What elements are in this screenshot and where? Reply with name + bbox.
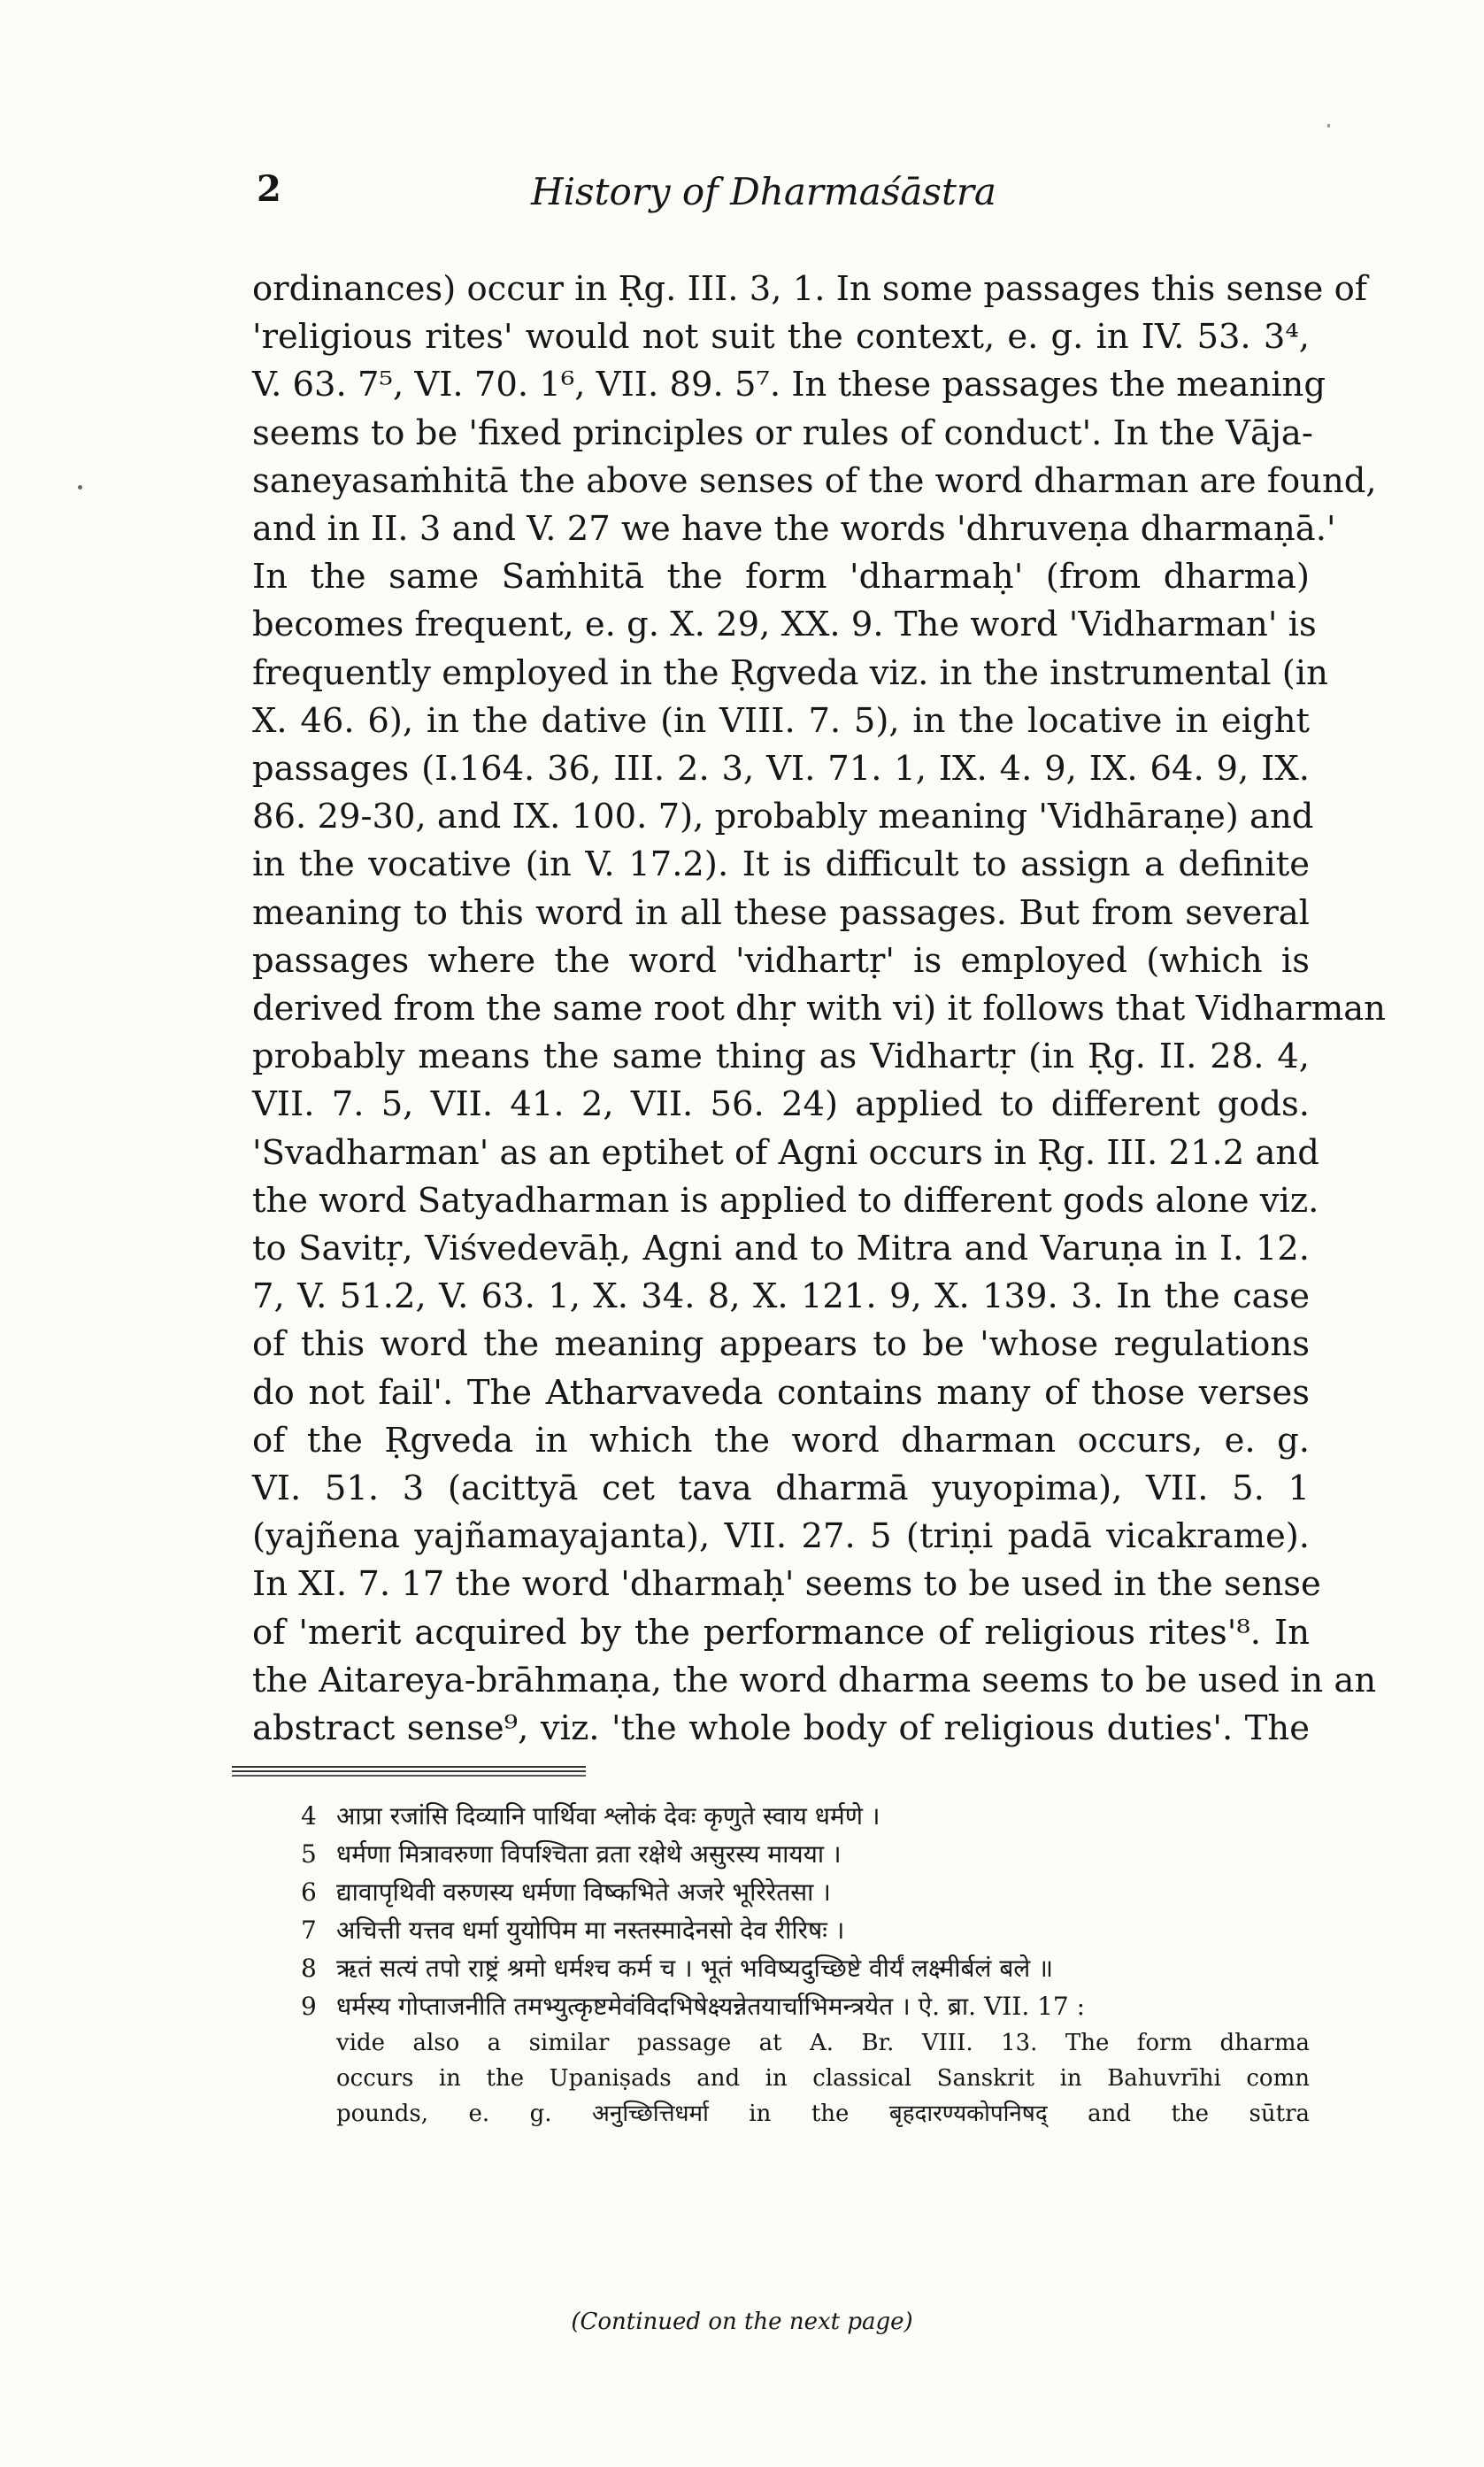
footnote bbox=[301, 1873, 1310, 1911]
body-line: X. 46. 6), in the dative (in VIII. 7. 5), in the locative in eight bbox=[252, 700, 1310, 741]
body-line: seems to be 'fixed principles or rules of conduct'. In the Vāja- bbox=[252, 412, 1313, 453]
body-line: 'religious rites' would not suit the context, e. g. in IV. 53. 3⁴, bbox=[252, 317, 1310, 358]
footnote-separator bbox=[232, 1766, 586, 1772]
body-line: of the Ṛgveda in which the word dharman occurs, e. g. bbox=[252, 1420, 1310, 1461]
footnote-number: 9 bbox=[301, 1992, 317, 2021]
footnote-text: धर्मस्य गोप्ताजनीति तमभ्युत्कृष्टमेवंविदभिषेक्ष्यन्नेतयार्चाभिमन्त्रयेत । ऐ. ब्रा. VII. 17 : bbox=[336, 1992, 1086, 2021]
body-text bbox=[252, 266, 1386, 1753]
body-line: 86. 29-30, and IX. 100. 7), probably meaning 'Vidhāraṇe) and bbox=[252, 797, 1314, 837]
footnote-number: 4 bbox=[301, 1801, 317, 1831]
footnote-number: 7 bbox=[301, 1916, 317, 1945]
footnote-number: 5 bbox=[301, 1839, 317, 1869]
footnote-number: 6 bbox=[301, 1877, 317, 1907]
footnote-continuation-line: vide also a similar passage at A. Br. VIII. 13. The form dharma bbox=[336, 2030, 1310, 2056]
footnote-text: आप्रा रजांसि दिव्यानि पार्थिवा श्लोकं देवः कृणुते स्वाय धर्मणे । bbox=[336, 1801, 880, 1831]
body-line: of 'merit acquired by the performance of religious rites'⁸. In bbox=[252, 1612, 1310, 1653]
page-corner-mark bbox=[1327, 124, 1330, 127]
body-line: VII. 7. 5, VII. 41. 2, VII. 56. 24) applied to different gods. bbox=[252, 1084, 1310, 1125]
body-line: to Savitṛ, Viśvedevāḥ, Agni and to Mitra and Varuṇa in I. 12. bbox=[252, 1229, 1310, 1269]
page-header bbox=[257, 168, 1319, 221]
footnotes bbox=[301, 1797, 1310, 2132]
body-line: derived from the same root dhṛ with vi) it follows that Vidharman bbox=[252, 989, 1386, 1029]
body-line: (yajñena yajñamayajanta), VII. 27. 5 (triṇi padā vicakrame). bbox=[252, 1516, 1310, 1557]
body-line: abstract sense⁹, viz. 'the whole body of religious duties'. The bbox=[252, 1708, 1310, 1749]
body-line: do not fail'. The Atharvaveda contains many of those verses bbox=[252, 1372, 1310, 1413]
footnote-text: धर्मणा मित्रावरुणा विपश्चिता व्रता रक्षेथे असुरस्य मायया । bbox=[336, 1839, 842, 1869]
footnote bbox=[301, 1911, 1310, 1949]
body-line: becomes frequent, e. g. X. 29, XX. 9. The word 'Vidharman' is bbox=[252, 605, 1317, 645]
footnote-text: अचित्ती यत्तव धर्मा युयोपिम मा नस्तस्मादेनसो देव रीरिषः । bbox=[336, 1916, 845, 1945]
footnote bbox=[301, 1797, 1310, 1835]
footnote bbox=[301, 1949, 1310, 1987]
footnote bbox=[301, 1835, 1310, 1873]
footnote-continuation-line: pounds, e. g. अनुच्छित्तिधर्मा in the बृहदारण्यकोपनिषद् and the sūtra bbox=[336, 2101, 1310, 2127]
body-line: In XI. 7. 17 the word 'dharmaḥ' seems to be used in the sense bbox=[252, 1564, 1321, 1605]
body-line: 7, V. 51.2, V. 63. 1, X. 34. 8, X. 121. 9, X. 139. 3. In the case bbox=[252, 1276, 1310, 1317]
body-line: 'Svadharman' as an eptihet of Agni occurs in Ṛg. III. 21.2 and bbox=[252, 1132, 1319, 1173]
body-line: passages where the word 'vidhartṛ' is employed (which is bbox=[252, 940, 1310, 981]
body-line: of this word the meaning appears to be 'whose regulations bbox=[252, 1324, 1310, 1365]
body-line: V. 63. 7⁵, VI. 70. 1⁶, VII. 89. 5⁷. In these passages the meaning bbox=[252, 365, 1326, 405]
body-line: In the same Saṁhitā the form 'dharmaḥ' (from dharma) bbox=[252, 557, 1310, 597]
body-line: ordinances) occur in Ṛg. III. 3, 1. In some passages this sense of bbox=[252, 269, 1368, 309]
body-line: the word Satyadharman is applied to different gods alone viz. bbox=[252, 1180, 1319, 1221]
footnote-text: ऋतं सत्यं तपो राष्ट्रं श्रमो धर्मश्च कर्म च । भूतं भविष्यदुच्छिष्टे वीर्यं लक्ष्मीर्बलं बले ॥ bbox=[336, 1954, 1053, 1983]
margin-dot bbox=[78, 485, 82, 490]
body-line: meaning to this word in all these passages. But from several bbox=[252, 892, 1310, 933]
running-title: History of Dharmaśāstra bbox=[531, 170, 996, 213]
body-line: in the vocative (in V. 17.2). It is difficult to assign a definite bbox=[252, 844, 1310, 885]
body-line: VI. 51. 3 (acittyā cet tava dharmā yuyopima), VII. 5. 1 bbox=[252, 1469, 1310, 1509]
body-line: probably means the same thing as Vidhartṛ (in Ṛg. II. 28. 4, bbox=[252, 1037, 1310, 1077]
body-line: the Aitareya-brāhmaṇa, the word dharma seems to be used in an bbox=[252, 1660, 1377, 1700]
footnote-continuation-line: occurs in the Upaniṣads and in classical Sanskrit in Bahuvrīhi comn bbox=[336, 2065, 1310, 2092]
footnote bbox=[301, 1987, 1310, 2025]
footnote-number: 8 bbox=[301, 1954, 317, 1983]
footnote-text: द्यावापृथिवी वरुणस्य धर्मणा विष्कभिते अजरे भूरिरेतसा । bbox=[336, 1877, 831, 1907]
body-line: passages (I.164. 36, III. 2. 3, VI. 71. 1, IX. 4. 9, IX. 64. 9, IX. bbox=[252, 749, 1310, 790]
continued-note: (Continued on the next page) bbox=[571, 2309, 913, 2335]
page-number: 2 bbox=[257, 168, 281, 210]
body-line: saneyasaṁhitā the above senses of the word dharman are found, bbox=[252, 460, 1377, 501]
footnote-separator-secondary bbox=[232, 1775, 586, 1778]
body-line: frequently employed in the Ṛgveda viz. in the instrumental (in bbox=[252, 652, 1328, 693]
body-line: and in II. 3 and V. 27 we have the words 'dhruveṇa dharmaṇā.' bbox=[252, 509, 1336, 550]
